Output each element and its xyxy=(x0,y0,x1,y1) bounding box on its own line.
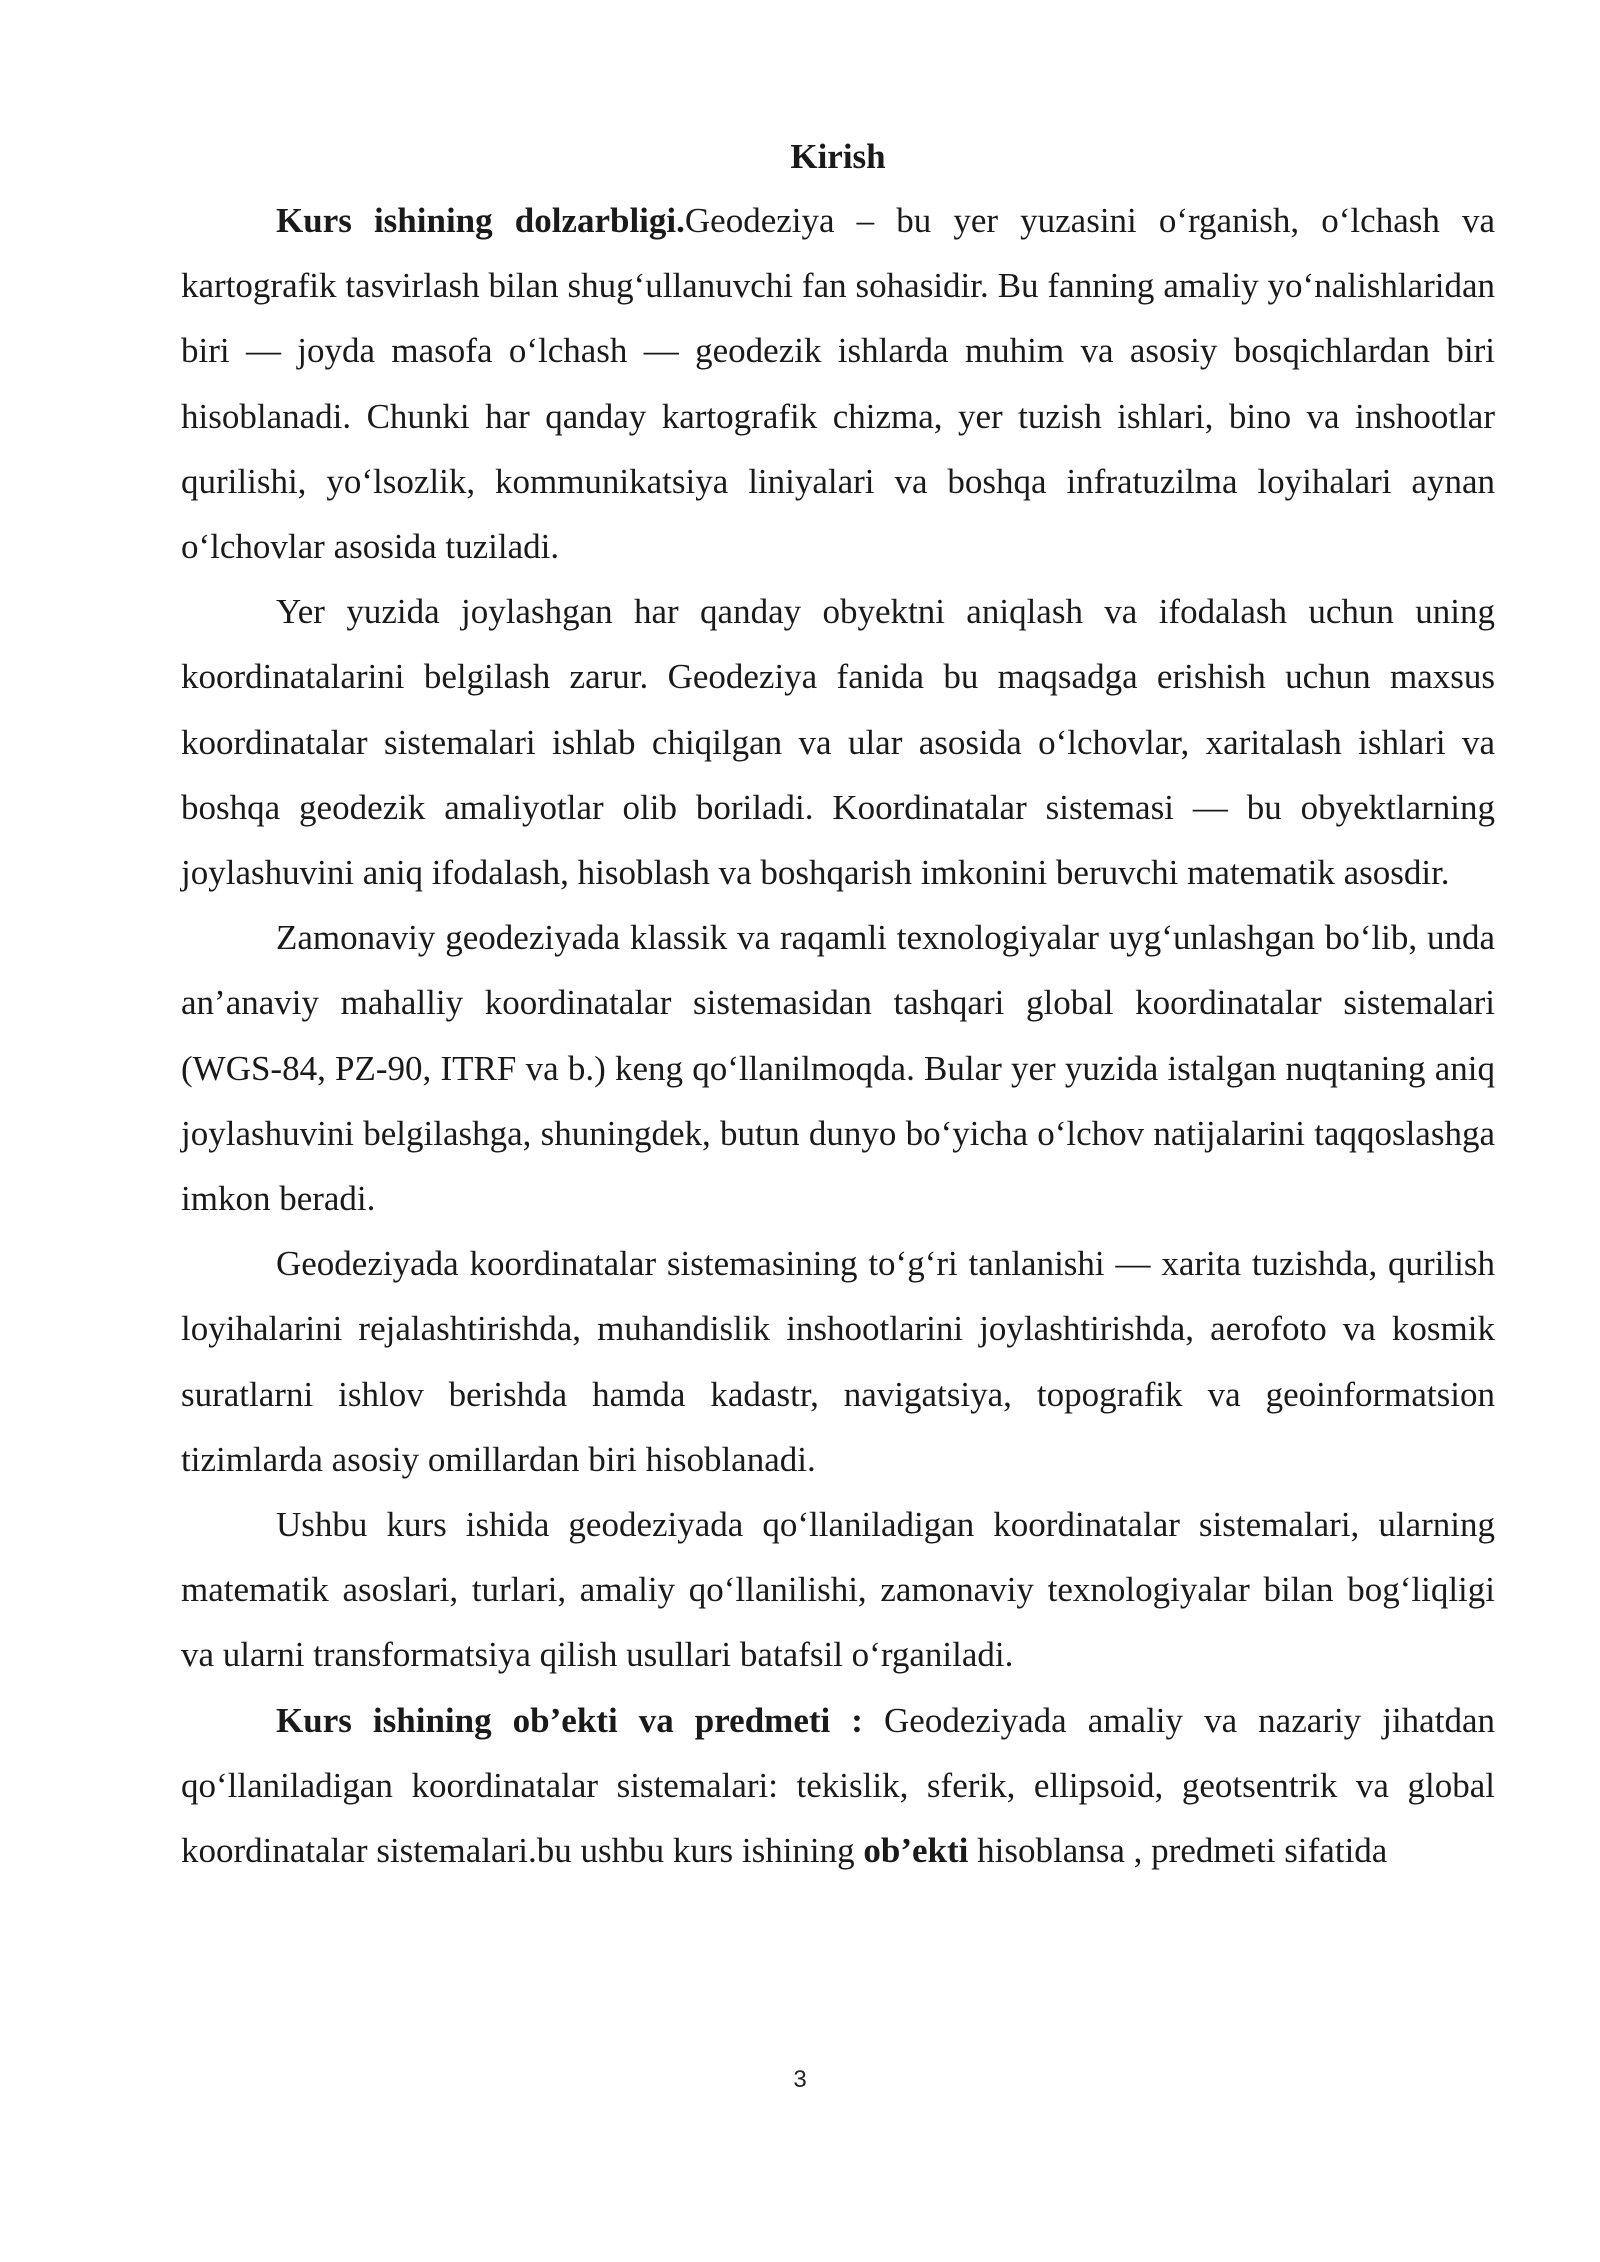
paragraph-text: Geodeziyada amaliy va nazariy jihatdan qo‘llaniladigan koordinatalar sistemalari: tekislik, sferik, ellipsoid, geotsentrik va global koordinatalar sistemalari.bu ushbu kurs ishining xyxy=(181,1700,1495,1871)
paragraph-inline-bold: ob’ekti xyxy=(863,1831,969,1871)
paragraph-lead-bold: Kurs ishining dolzarbligi. xyxy=(276,201,685,240)
paragraph-course-scope xyxy=(181,1492,1495,1688)
paragraph-relevance xyxy=(181,188,1495,579)
page-number: 3 xyxy=(793,2066,807,2093)
paragraph-text: Zamonaviy geodeziyada klassik va raqamli texnologiyalar uyg‘unlashgan bo‘lib, unda an’anaviy mahalliy koordinatalar sistemasidan tashqari global koordinatalar sistemalari (WGS-84, PZ-90, ITRF va b.) keng qo‘llanilmoqda. Bular yer yuzida istalgan nuqtaning aniq joylashuvini belgilashga, shuningdek, butun dunyo bo‘yicha o‘lchov natijalarini taqqoslashga imkon beradi. xyxy=(181,918,1495,1219)
paragraph-text: Yer yuzida joylashgan har qanday obyektni aniqlash va ifodalash uchun uning koordinatalarini belgilash zarur. Geodeziya fanida bu maqsadga erishish uchun maxsus koordinatalar sistemalari ishlab chiqilgan va ular asosida o‘lchovlar, xaritalash ishlari va boshqa geodezik amaliyotlar olib boriladi. Koordinatalar sistemasi — bu obyektlarning joylashuvini aniq ifodalash, hisoblash va boshqarish imkonini beruvchi matematik asosdir. xyxy=(181,592,1495,893)
paragraph-text: Geodeziya – bu yer yuzasini o‘rganish, o‘lchash va kartografik tasvirlash bilan shug‘ullanuvchi fan sohasidir. Bu fanning amaliy yo‘nalishlaridan biri — joyda masofa o‘lchash — geodezik ishlarda muhim va asosiy bosqichlardan biri hisoblanadi. Chunki har qanday kartografik chizma, yer tuzish ishlari, bino va inshootlar qurilishi, yo‘lsozlik, kommunikatsiya liniyalari va boshqa infratuzilma loyihalari aynan o‘lchovlar asosida tuziladi. xyxy=(181,201,1495,567)
paragraph-lead-bold: Kurs ishining ob’ekti va predmeti : xyxy=(276,1700,863,1740)
paragraph-modern-geodesy xyxy=(181,905,1495,1231)
paragraph-text: Ushbu kurs ishida geodeziyada qo‘llaniladigan koordinatalar sistemalari, ularning matematik asoslari, turlari, amaliy qo‘llanilishi, zamonaviy texnologiyalar bilan bog‘liqligi va ularni transformatsiya qilish usullari batafsil o‘rganiladi. xyxy=(181,1505,1495,1675)
paragraph-text: Geodeziyada koordinatalar sistemasining to‘g‘ri tanlanishi — xarita tuzishda, qurilish loyihalarini rejalashtirishda, muhandislik inshootlarini joylashtirishda, aerofoto va kosmik suratlarni ishlov berishda hamda kadastr, navigatsiya, topografik va geoinformatsion tizimlarda asosiy omillardan biri hisoblanadi. xyxy=(181,1244,1495,1479)
paragraph-coordinates xyxy=(181,579,1495,905)
page-title: Kirish xyxy=(790,137,886,176)
paragraph-system-selection xyxy=(181,1231,1495,1492)
paragraph-object-subject xyxy=(181,1688,1495,1884)
paragraph-text: hisoblansa , predmeti sifatida xyxy=(968,1831,1388,1871)
page-content xyxy=(181,126,1495,1883)
